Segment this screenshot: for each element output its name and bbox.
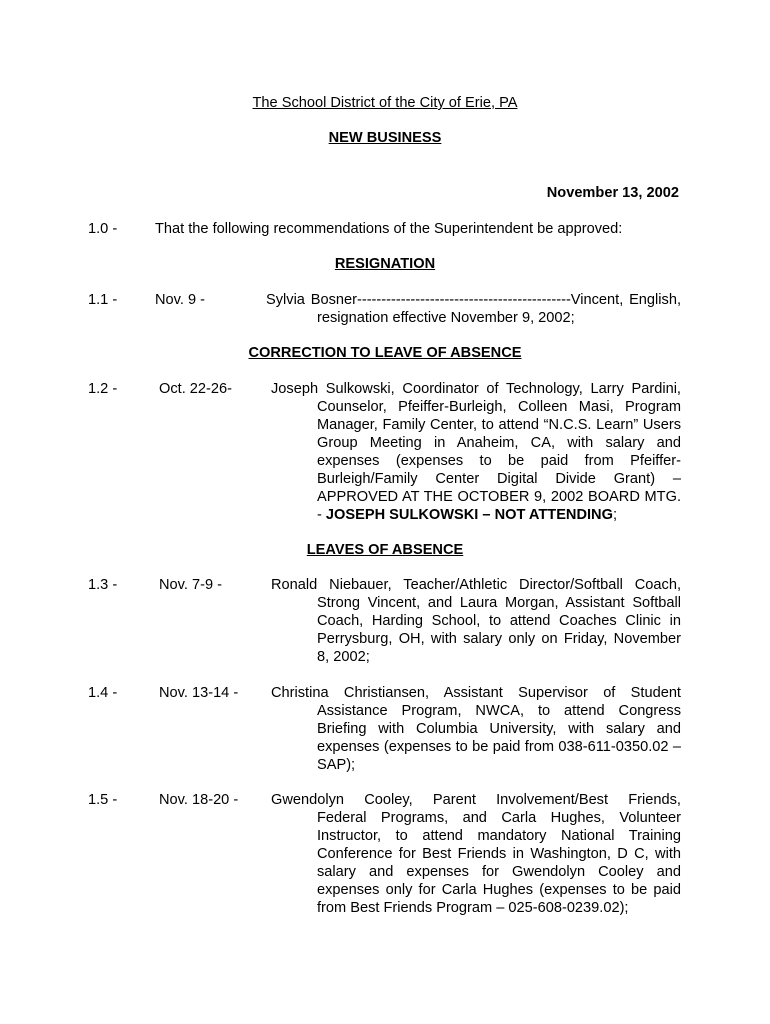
district-heading: The School District of the City of Erie, PA [252,95,518,111]
item-date: Nov. 18-20 - [159,792,239,808]
item-description-bold: JOSEPH SULKOWSKI – NOT ATTENDING [325,507,613,523]
item-description: Strong Vincent, and Laura Morgan, Assistant Softball Coach, Harding School, to attend Coaches Clinic in Perrysburg, OH, with salary only on Friday, November 8, 2002; [317,595,681,665]
item-first-line: Sylvia Bosner--------------------------------------------Vincent, English, [266,292,681,308]
section-resignation: RESIGNATION [334,256,436,272]
intro-text: That the following recommendations of the Superintendent be approved: [155,221,623,237]
item-number: 1.3 - [88,577,118,593]
page-title: NEW BUSINESS [328,130,442,146]
item-number: 1.5 - [88,792,118,808]
section-leaves: LEAVES OF ABSENCE [306,542,464,558]
item-description: Assistance Program, NWCA, to attend Congress Briefing with Columbia University, with salary and expenses (expenses to be paid from 038-611-0350.02 – SAP); [317,703,681,773]
item-date: Oct. 22-26- [159,381,232,397]
item-number: 1.4 - [88,685,118,701]
item-date: Nov. 7-9 - [159,577,222,593]
item-description-text: Counselor, Pfeiffer-Burleigh, Colleen Masi, Program Manager, Family Center, to attend “N.C.S. Learn” Users Group Meeting in Anaheim, CA, with salary and expenses (expenses to be paid from Pfeiffer-Burleigh/Family Center Digital Divide Grant) – APPROVED AT THE OCTOBER 9, 2002 BOARD MTG. - [317,399,681,523]
item-first-line: Christina Christiansen, Assistant Supervisor of Student [271,685,681,701]
intro-number: 1.0 - [88,221,118,237]
item-description: resignation effective November 9, 2002; [317,310,575,326]
item-description [317,398,681,524]
section-correction: CORRECTION TO LEAVE OF ABSENCE [248,345,522,361]
item-first-line: Joseph Sulkowski, Coordinator of Technology, Larry Pardini, [271,381,681,397]
item-description-end: ; [612,507,618,523]
meeting-date: November 13, 2002 [546,185,679,201]
item-number: 1.2 - [88,381,118,397]
item-date: Nov. 9 - [155,292,206,308]
item-first-line: Gwendolyn Cooley, Parent Involvement/Best Friends, [271,792,681,808]
item-date: Nov. 13-14 - [159,685,239,701]
item-description: Federal Programs, and Carla Hughes, Volunteer Instructor, to attend mandatory National Training Conference for Best Friends in Washington, D C, with salary and expenses for Gwendolyn Cooley and expenses only for Carla Hughes (expenses to be paid from Best Friends Program – 025-608-0239.02); [317,810,681,916]
item-number: 1.1 - [88,292,118,308]
item-first-line: Ronald Niebauer, Teacher/Athletic Director/Softball Coach, [271,577,681,593]
